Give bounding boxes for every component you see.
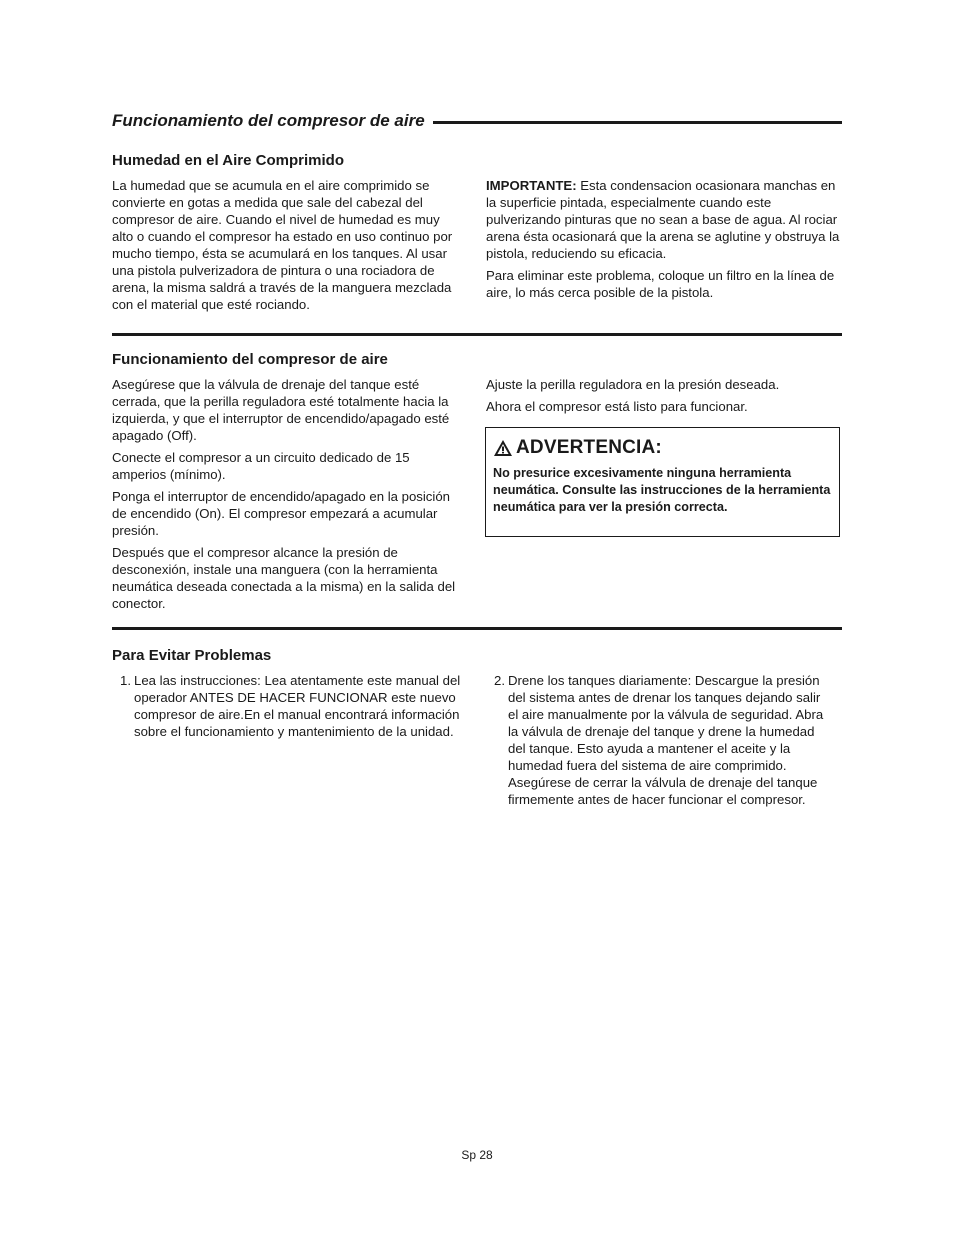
humedad-paragraph: La humedad que se acumula en el aire comprimido se convierte en gotas a medida que sale del cabezal del compresor de aire. Cuando el nivel de humedad es muy alto o cuando el compresor ha estado en uso continuo por mucho tiempo, ésta se acumulará en los tanques. Al usar una pistola pulverizadora de pintura o una rociadora de arena, la misma saldrá a través de la manguera mezclada con el material que esté rociando.: [112, 178, 453, 312]
section-divider: [112, 333, 842, 336]
funcionamiento-paragraph: Asegúrese que la válvula de drenaje del tanque esté cerrada, que la perilla reguladora esté totalmente hacia la izquierda, y que el interruptor de encendido/apagado esté apagado (Off).: [112, 377, 450, 443]
heading-funcionamiento: Funcionamiento del compresor de aire: [112, 351, 388, 368]
funcionamiento-paragraph: Ahora el compresor está listo para funcionar.: [486, 399, 748, 414]
humedad-right-column: [486, 177, 842, 306]
list-item-number: 1.: [120, 673, 131, 688]
warning-text: No presurice excesivamente ninguna herramienta neumática. Consulte las instrucciones de la herramienta neumática para ver la presión correcta.: [493, 466, 831, 514]
funcionamiento-paragraph: Ajuste la perilla reguladora en la presión deseada.: [486, 377, 780, 392]
funcionamiento-paragraph: Ponga el interruptor de encendido/apagado en la posición de encendido (On). El compresor empezará a acumular presión.: [112, 489, 451, 538]
warning-heading-row: [493, 437, 832, 459]
page-title: Funcionamiento del compresor de aire: [112, 111, 425, 130]
list-item-number: 2.: [494, 673, 505, 688]
list-item: [112, 672, 464, 762]
list-item: [486, 672, 842, 832]
funcionamiento-paragraph: Conecte el compresor a un circuito dedicado de 15 amperios (mínimo).: [112, 450, 410, 482]
list-item-text: Lea las instrucciones: Lea atentamente este manual del operador ANTES DE HACER FUNCIONAR este nuevo compresor de aire.En el manual encontrará información sobre el funcionamiento y mantenimiento de la unidad.: [134, 673, 461, 739]
warning-box: [485, 427, 840, 537]
important-label: IMPORTANTE:: [486, 178, 577, 193]
funcionamiento-paragraph: Después que el compresor alcance la presión de desconexión, instale una manguera (con la herramienta neumática deseada conectada a la misma) en la salida del conector.: [112, 545, 456, 611]
title-rule: [433, 121, 842, 124]
list-item-text: Drene los tanques diariamente: Descargue la presión del sistema antes de drenar los tanques dejando salir el aire manualmente por la válvula de seguridad. Abra la válvula de drenaje del tanque y drene la humedad del tanque. Esto ayuda a mantener el aceite y la humedad fuera del sistema de aire comprimido. Asegúrese de cerrar la válvula de drenaje del tanque firmemente antes de hacer funcionar el compresor.: [508, 673, 824, 807]
section-divider: [112, 627, 842, 630]
heading-humedad: Humedad en el Aire Comprimido: [112, 152, 344, 169]
humedad-left-column: [112, 177, 464, 318]
funcionamiento-right-column: [486, 376, 842, 420]
filter-paragraph: Para eliminar este problema, coloque un filtro en la línea de aire, lo más cerca posible de la pistola.: [486, 268, 835, 300]
funcionamiento-left-column: [112, 376, 464, 617]
section-title-row: [112, 108, 842, 134]
important-text: Esta condensacion ocasionara manchas en la superficie pintada, especialmente cuando este pulverizando pinturas que no sean a base de agua. Al rociar arena ésta ocasionará que la arena se aglutine y obstruya la pistola, reduciendo su eficacia.: [486, 178, 840, 261]
warning-heading: ADVERTENCIA:: [516, 437, 662, 458]
page-number: Sp 28: [461, 1148, 493, 1162]
heading-problemas: Para Evitar Problemas: [112, 647, 272, 664]
warning-triangle-icon: [493, 439, 513, 457]
important-paragraph: [486, 177, 842, 262]
